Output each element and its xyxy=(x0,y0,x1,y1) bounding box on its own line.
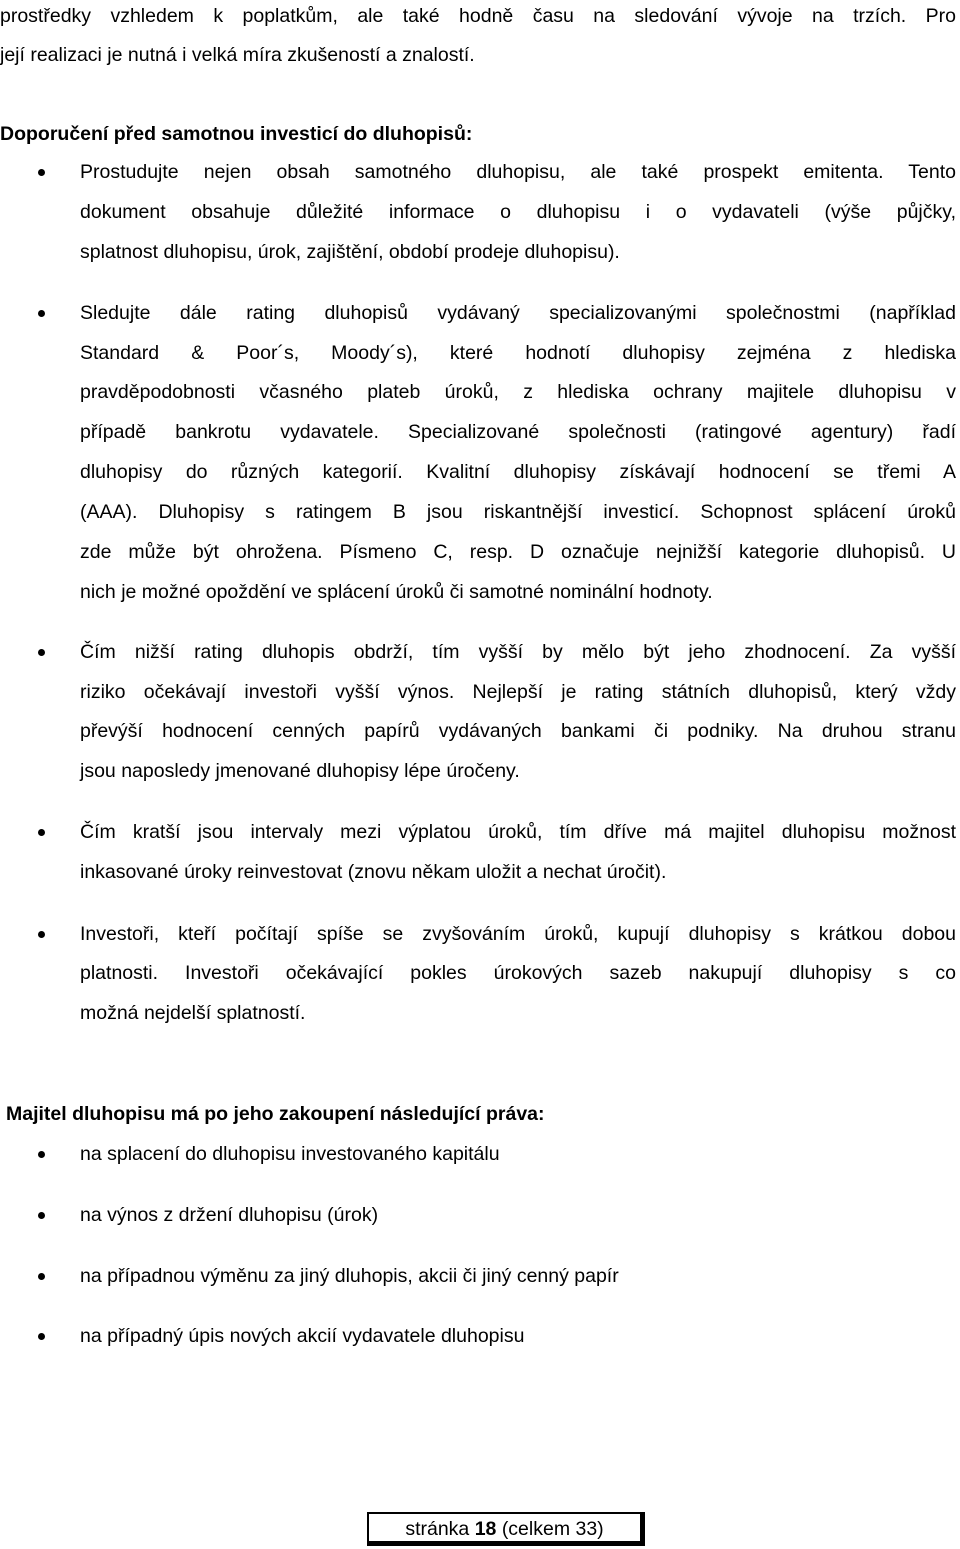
rights-item: na splacení do dluhopisu investovaného kapitálu xyxy=(80,1143,500,1165)
page-total: (celkem 33) xyxy=(501,1518,604,1540)
bullet-line: možná nejdelší splatností. xyxy=(80,1002,306,1024)
bullet-line: Prostudujte nejen obsah samotného dluhopisu, ale také prospekt emitenta. Tento xyxy=(80,161,956,183)
section-heading-recommendations: Doporučení před samotnou investicí do dluhopisů: xyxy=(0,123,473,145)
bullet-line: případě bankrotu vydavatele. Specializované společnosti (ratingové agentury) řadí xyxy=(80,421,956,443)
bullet-line: Standard & Poor´s, Moody´s), které hodnotí dluhopisy zejména z hlediska xyxy=(80,342,956,364)
bullet-line: pravděpodobnosti včasného plateb úroků, z hlediska ochrany majitele dluhopisu v xyxy=(80,381,956,403)
bullet-line: platnosti. Investoři očekávající pokles úrokových sazeb nakupují dluhopisy s co xyxy=(80,962,956,984)
rights-item: na případnou výměnu za jiný dluhopis, akcii či jiný cenný papír xyxy=(80,1265,619,1287)
page-label: stránka xyxy=(405,1518,470,1540)
bullet-line: Investoři, kteří počítají spíše se zvyšováním úroků, kupují dluhopisy s krátkou dobou xyxy=(80,923,956,945)
bullet-line: dluhopisy do různých kategorií. Kvalitní dluhopisy získávají hodnocení se třemi A xyxy=(80,461,956,483)
bullet-icon xyxy=(38,649,45,656)
bullet-line: Čím nižší rating dluhopis obdrží, tím vyšší by mělo být jeho zhodnocení. Za vyšší xyxy=(80,641,956,663)
bullet-line: splatnost dluhopisu, úrok, zajištění, období prodeje dluhopisu). xyxy=(80,241,620,263)
bullet-icon xyxy=(38,931,45,938)
rights-item: na výnos z držení dluhopisu (úrok) xyxy=(80,1204,379,1226)
bullet-line: převýší hodnocení cenných papírů vydávaných bankami či podniky. Na druhou stranu xyxy=(80,720,956,742)
bullet-icon xyxy=(38,1212,45,1219)
bullet-line: Čím kratší jsou intervaly mezi výplatou úroků, tím dříve má majitel dluhopisu možnost xyxy=(80,821,956,843)
bullet-icon xyxy=(38,1151,45,1158)
page-number: 18 xyxy=(474,1518,497,1540)
bullet-line: nich je možné opoždění ve splácení úroků či samotné nominální hodnoty. xyxy=(80,581,713,603)
bullet-icon xyxy=(38,829,45,836)
bullet-line: Sledujte dále rating dluhopisů vydávaný specializovanými společnostmi (například xyxy=(80,302,956,324)
page-number-box xyxy=(367,1512,645,1546)
intro-line-1: prostředky vzhledem k poplatkům, ale také hodně času na sledování vývoje na trzích. Pro xyxy=(0,5,956,27)
bullet-line: dokument obsahuje důležité informace o dluhopisu i o vydavateli (výše půjčky, xyxy=(80,201,956,223)
bullet-line: riziko očekávají investoři vyšší výnos. Nejlepší je rating státních dluhopisů, který vždy xyxy=(80,681,956,703)
intro-line-2: její realizaci je nutná i velká míra zkušeností a znalostí. xyxy=(0,44,475,66)
bullet-line: jsou naposledy jmenované dluhopisy lépe úročeny. xyxy=(80,760,520,782)
bullet-icon xyxy=(38,1273,45,1280)
bullet-line: zde může být ohrožena. Písmeno C, resp. D označuje nejnižší kategorie dluhopisů. U xyxy=(80,541,956,563)
bullet-icon xyxy=(38,169,45,176)
rights-item: na případný úpis nových akcií vydavatele dluhopisu xyxy=(80,1325,525,1347)
bullet-line: inkasované úroky reinvestovat (znovu někam uložit a nechat úročit). xyxy=(80,861,667,883)
bullet-line: (AAA). Dluhopisy s ratingem B jsou riskantnější investicí. Schopnost splácení úroků xyxy=(80,501,956,523)
bullet-icon xyxy=(38,310,45,317)
section-heading-holder-rights: Majitel dluhopisu má po jeho zakoupení následující práva: xyxy=(6,1103,545,1125)
bullet-icon xyxy=(38,1333,45,1340)
